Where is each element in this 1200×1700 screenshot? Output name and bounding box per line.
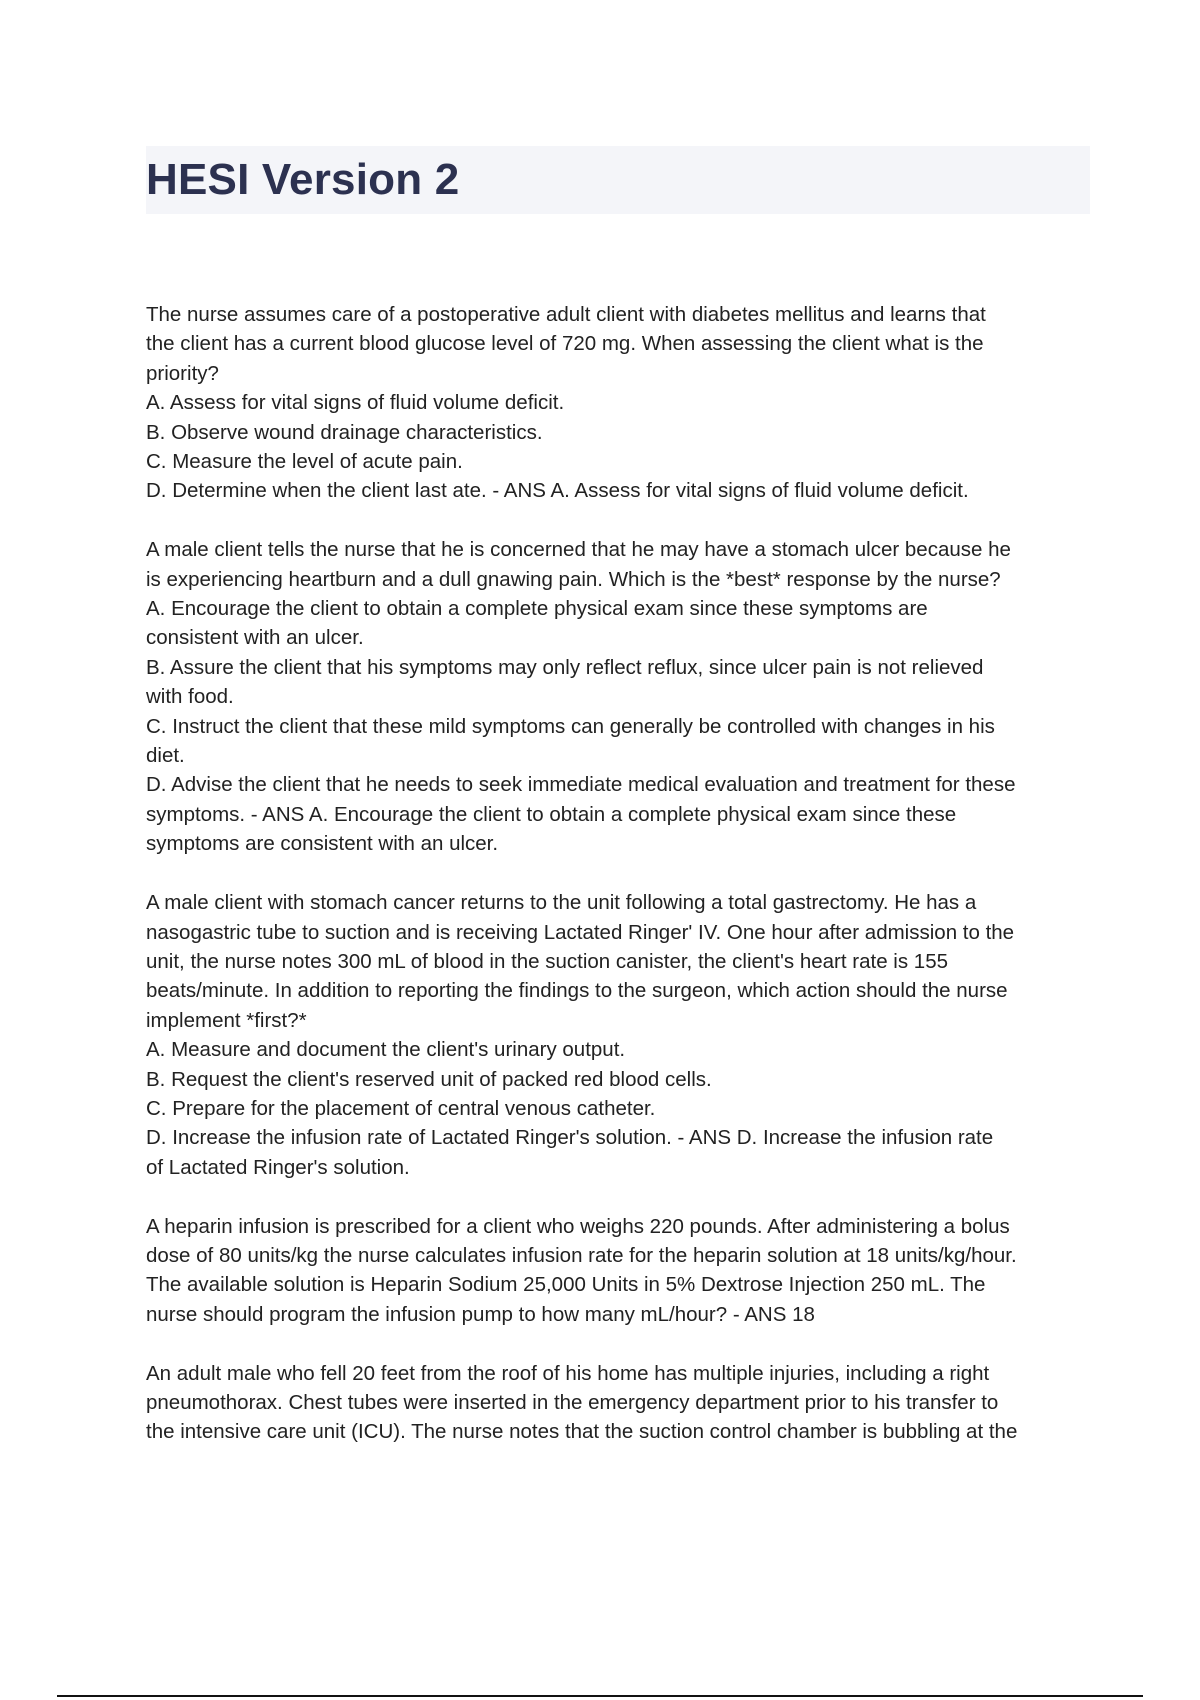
question-1-option-a: A. Assess for vital signs of fluid volume deficit. (146, 391, 565, 415)
question-5-line-2: pneumothorax. Chest tubes were inserted in the emergency department prior to his transfer to (146, 1390, 999, 1414)
question-5-line-1: An adult male who fell 20 feet from the roof of his home has multiple injuries, including a right (146, 1361, 990, 1385)
footer-divider (57, 1695, 1143, 1697)
question-2-line-2: is experiencing heartburn and a dull gnawing pain. Which is the *best* response by the nurse? (146, 567, 1001, 591)
question-2-option-c: C. Instruct the client that these mild symptoms can generally be controlled with changes in his (146, 714, 995, 738)
question-4-line-2: dose of 80 units/kg the nurse calculates infusion rate for the heparin solution at 18 units/kg/hour. (146, 1243, 1017, 1267)
question-block-2 (146, 535, 1094, 858)
question-1-line-2: the client has a current blood glucose level of 720 mg. When assessing the client what is the (146, 332, 984, 356)
page-title: HESI Version 2 (146, 155, 460, 204)
question-2-option-a: A. Encourage the client to obtain a complete physical exam since these symptoms are (146, 597, 928, 621)
question-2-option-c-cont: diet. (146, 744, 185, 768)
question-2-line-1: A male client tells the nurse that he is concerned that he may have a stomach ulcer because he (146, 538, 1011, 562)
question-3-line-4: beats/minute. In addition to reporting the findings to the surgeon, which action should the nurse (146, 979, 1008, 1003)
question-3-line-1: A male client with stomach cancer returns to the unit following a total gastrectomy. He has a (146, 891, 977, 915)
question-3-option-b: B. Request the client's reserved unit of packed red blood cells. (146, 1067, 712, 1091)
question-3-option-c: C. Prepare for the placement of central venous catheter. (146, 1096, 656, 1120)
question-2-answer-cont: symptoms are consistent with an ulcer. (146, 832, 499, 856)
question-3-line-2: nasogastric tube to suction and is receiving Lactated Ringer' IV. One hour after admission to the (146, 920, 1015, 944)
question-block-5 (146, 1359, 1094, 1447)
question-1-option-b: B. Observe wound drainage characteristics. (146, 420, 543, 444)
question-4-line-3: The available solution is Heparin Sodium 25,000 Units in 5% Dextrose Injection 250 mL. The (146, 1273, 986, 1297)
question-list (146, 300, 1094, 1476)
question-2-option-b: B. Assure the client that his symptoms may only reflect reflux, since ulcer pain is not relieved (146, 655, 984, 679)
question-5-line-3: the intensive care unit (ICU). The nurse notes that the suction control chamber is bubbling at the (146, 1420, 1018, 1444)
question-3-line-5: implement *first?* (146, 1008, 307, 1032)
question-2-option-d: D. Advise the client that he needs to seek immediate medical evaluation and treatment for these (146, 773, 1016, 797)
question-block-4 (146, 1212, 1094, 1330)
question-3-option-d-answer: D. Increase the infusion rate of Lactated Ringer's solution. - ANS D. Increase the infusion rate (146, 1126, 994, 1150)
question-1-option-d-answer: D. Determine when the client last ate. - ANS A. Assess for vital signs of fluid volume deficit. (146, 479, 969, 503)
question-2-answer: symptoms. - ANS A. Encourage the client to obtain a complete physical exam since these (146, 802, 957, 826)
question-1-line-3: priority? (146, 361, 219, 385)
question-block-3 (146, 888, 1094, 1182)
question-4-line-1: A heparin infusion is prescribed for a client who weighs 220 pounds. After administering a bolus (146, 1214, 1010, 1238)
question-1-option-c: C. Measure the level of acute pain. (146, 450, 463, 474)
question-3-line-3: unit, the nurse notes 300 mL of blood in the suction canister, the client's heart rate is 155 (146, 949, 949, 973)
title-banner (146, 146, 1090, 214)
question-1-line-1: The nurse assumes care of a postoperative adult client with diabetes mellitus and learns that (146, 303, 986, 326)
question-3-option-a: A. Measure and document the client's urinary output. (146, 1038, 626, 1062)
question-2-option-a-cont: consistent with an ulcer. (146, 626, 364, 650)
question-block-1 (146, 300, 1094, 506)
question-2-option-b-cont: with food. (146, 685, 234, 709)
question-3-answer-cont: of Lactated Ringer's solution. (146, 1155, 410, 1179)
question-4-answer: nurse should program the infusion pump to how many mL/hour? - ANS 18 (146, 1302, 815, 1326)
